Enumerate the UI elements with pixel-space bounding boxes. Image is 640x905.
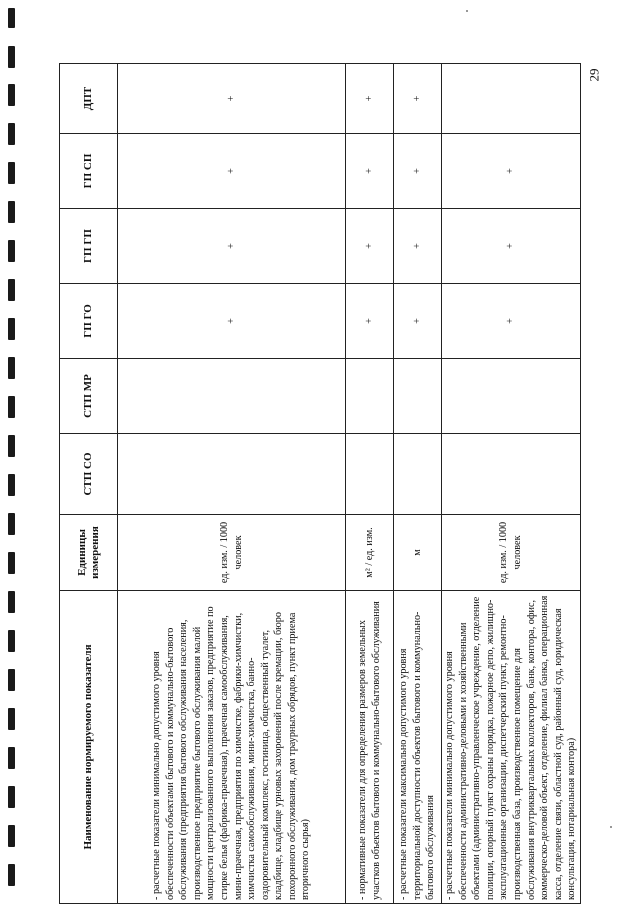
mark-cell: + (442, 134, 581, 209)
binder-hole (8, 825, 15, 847)
indicator-text: - расчетные показатели максимально допустимого уровня территориальной доступности объектов бытового и коммунально-бытового обслуживания (398, 611, 437, 900)
mark-cell: + (442, 284, 581, 359)
binder-hole (8, 240, 15, 262)
indicator-cell (118, 591, 346, 904)
mark-cell: + (118, 64, 346, 134)
indicator-text: - расчетные показатели минимально допустимого уровня обеспеченности административно-деловыми и хозяйственными объектами (административно-управленческое учреждение, отделение полиции, опорный пункт охраны порядка, пожарное депо, жилищно-эксплуатационные организации, диспетчерский пункт, ремонтно-производственная база, производственное помещение для обслуживания внутриквартальных коллекторов, банк, контора, офис, коммерческо-деловой объект, отделение, филиал банка, операционная касса, отделение связи, областной суд, районный суд, юридическая консультация, нотариальная контора) (444, 595, 578, 900)
binder-hole (8, 864, 15, 886)
binder-hole (8, 435, 15, 457)
binder-hole (8, 786, 15, 808)
table-row (118, 64, 346, 904)
mark-cell: + (394, 284, 442, 359)
table-row (394, 64, 442, 904)
header-unit: Единицы измерения (60, 515, 118, 591)
unit-cell: ед. изм. / 1000 человек (442, 515, 581, 591)
header-dpt: ДПТ (60, 64, 118, 134)
mark-cell: + (118, 284, 346, 359)
mark-cell (346, 359, 394, 434)
mark-cell (394, 359, 442, 434)
mark-cell: + (118, 134, 346, 209)
scan-speck (610, 826, 612, 828)
mark-cell: + (394, 64, 442, 134)
unit-cell: ед. изм. / 1000 человек (118, 515, 346, 591)
binder-hole (8, 669, 15, 691)
indicator-text: - расчетные показатели минимально допустимого уровня обеспеченности объектами бытового и коммунально-бытового обслуживания (предприятия бытового обслуживания населения, производственное предприятие бытового обслуживания малой мощности централизованного выполнения заказов, предприятие по стирке белья (фабрика-прачечная), прачечная самообслуживания, мини-прачечная, предприятия по химчистке, фабрики-химчистки, химчистка самообслуживания, мини-химчистка, банно-оздоровительный комплекс, гостиница, общественный туалет, кладбище, кладбище урновых захоронений после кремации, бюро похоронного обслуживания, дом траурных обрядов, пункт приема вторичного сырья) (150, 606, 312, 900)
mark-cell (118, 434, 346, 515)
unit-cell: м² / ед. изм. (346, 515, 394, 591)
binder-hole (8, 513, 15, 535)
mark-cell: + (346, 284, 394, 359)
binder-hole (8, 8, 15, 28)
binder-hole (8, 279, 15, 301)
binder-hole (8, 552, 15, 574)
header-gp-go: ГП ГО (60, 284, 118, 359)
header-stp-so: СТП СО (60, 434, 118, 515)
mark-cell: + (118, 209, 346, 284)
binder-hole (8, 474, 15, 496)
mark-cell (442, 64, 581, 134)
page-number (584, 60, 604, 90)
mark-cell (394, 434, 442, 515)
binder-hole (8, 162, 15, 184)
binder-hole (8, 708, 15, 730)
header-gp-sp: ГП СП (60, 134, 118, 209)
indicator-cell (442, 591, 581, 904)
header-gp-gp: ГП ГП (60, 209, 118, 284)
header-stp-mr: СТП МР (60, 359, 118, 434)
mark-cell (442, 434, 581, 515)
header-row (60, 64, 118, 904)
binder-hole (8, 591, 15, 613)
indicator-cell (346, 591, 394, 904)
binder-hole (8, 318, 15, 340)
rotated-table-container (59, 64, 578, 904)
mark-cell: + (346, 209, 394, 284)
unit-cell: м (394, 515, 442, 591)
binder-hole (8, 123, 15, 145)
table-row (346, 64, 394, 904)
mark-cell (442, 359, 581, 434)
page-number-text: 29 (586, 68, 601, 82)
mark-cell: + (346, 64, 394, 134)
indicator-cell (394, 591, 442, 904)
binder-hole (8, 396, 15, 418)
mark-cell: + (442, 209, 581, 284)
indicator-text: - нормативные показатели для определения размеров земельных участков объектов бытового и коммунально-бытового обслуживания (356, 601, 382, 900)
binder-hole (8, 201, 15, 223)
header-indicator: Наименование нормируемого показателя (60, 591, 118, 904)
mark-cell: + (394, 134, 442, 209)
mark-cell (118, 359, 346, 434)
mark-cell: + (394, 209, 442, 284)
binder-hole (8, 747, 15, 769)
binder-hole (8, 357, 15, 379)
binder-hole (8, 630, 15, 652)
scan-speck (466, 10, 468, 12)
mark-cell (346, 434, 394, 515)
binder-hole (8, 46, 15, 68)
table-row (442, 64, 581, 904)
mark-cell: + (346, 134, 394, 209)
binder-hole (8, 84, 15, 106)
indicator-table (59, 63, 581, 904)
